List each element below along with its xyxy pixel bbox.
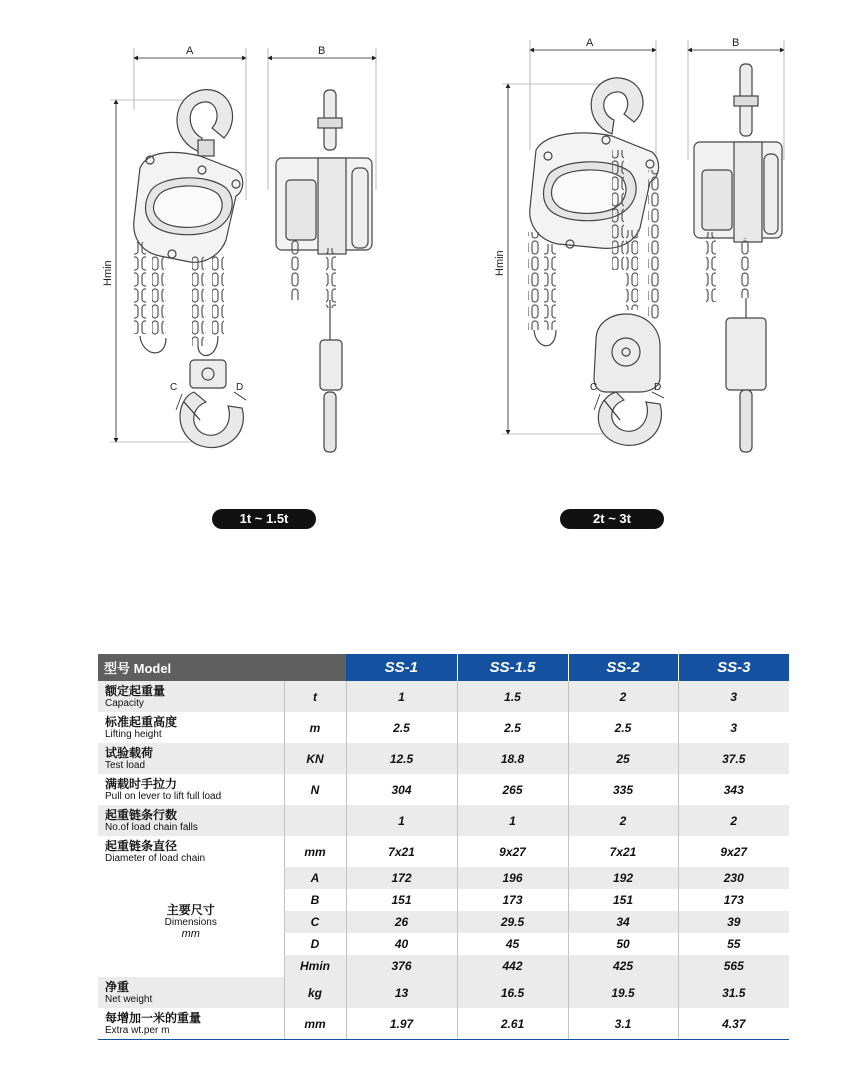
table-cell: 55	[678, 933, 789, 955]
table-cell: 2.61	[457, 1008, 568, 1040]
dim-label: A	[284, 867, 346, 889]
row-label	[98, 1008, 284, 1040]
dimensions-label-unit: mm	[181, 927, 200, 940]
table-cell: 173	[457, 889, 568, 911]
row-label-zh: 满载时手拉力	[105, 776, 178, 791]
large-dim-a-label: A	[586, 37, 594, 49]
table-row-net-weight	[98, 977, 789, 1008]
table-cell: 12.5	[346, 743, 457, 774]
table-cell: 425	[568, 955, 678, 977]
table-cell: 34	[568, 911, 678, 933]
row-label	[98, 681, 284, 712]
dimensions-label	[98, 867, 284, 977]
table-cell: 376	[346, 955, 457, 977]
row-label-en: Pull on lever to lift full load	[105, 790, 222, 802]
large-hoist-front-view	[502, 40, 664, 445]
row-label-en: Net weight	[105, 993, 153, 1005]
table-cell: 31.5	[678, 977, 789, 1008]
row-label-en: No.of load chain falls	[105, 821, 198, 833]
table-cell: 4.37	[678, 1008, 789, 1040]
row-label-zh: 额定起重量	[105, 683, 166, 698]
model-ss-2-header: SS-2	[568, 654, 678, 681]
dimensions-label-zh: 主要尺寸	[166, 902, 215, 917]
row-label-en: Test load	[105, 759, 146, 771]
table-cell: 172	[346, 867, 457, 889]
row-label	[98, 836, 284, 867]
row-label	[98, 712, 284, 743]
row-unit: kg	[284, 977, 346, 1008]
dim-label: B	[284, 889, 346, 911]
row-label	[98, 774, 284, 805]
table-cell: 151	[568, 889, 678, 911]
table-cell: 1	[346, 805, 457, 836]
row-label-en: Capacity	[105, 697, 144, 709]
hoist-drawings	[0, 0, 860, 480]
small-dim-d-label: D	[236, 382, 244, 393]
table-row-pull-force	[98, 774, 789, 805]
table-cell: 2.5	[457, 712, 568, 743]
table-cell: 2.5	[568, 712, 678, 743]
table-cell: 19.5	[568, 977, 678, 1008]
row-label-en: Lifting height	[105, 728, 162, 740]
row-label-en: Extra wt.per m	[105, 1024, 170, 1036]
table-cell: 2.5	[346, 712, 457, 743]
large-dim-b-label: B	[732, 37, 740, 49]
table-cell: 230	[678, 867, 789, 889]
table-cell: 1.97	[346, 1008, 457, 1040]
table-row-test-load	[98, 743, 789, 774]
row-label-zh: 起重链条直径	[105, 838, 178, 853]
dim-label: Hmin	[284, 955, 346, 977]
table-cell: 50	[568, 933, 678, 955]
table-cell: 26	[346, 911, 457, 933]
row-label-zh: 净重	[105, 979, 130, 994]
small-dim-h-label: Hmin	[102, 260, 114, 286]
table-cell: 442	[457, 955, 568, 977]
table-cell: 1.5	[457, 681, 568, 712]
table-cell: 3	[678, 681, 789, 712]
table-cell: 173	[678, 889, 789, 911]
small-hoist-front-view	[110, 48, 246, 448]
table-cell: 2	[568, 805, 678, 836]
row-label	[98, 977, 284, 1008]
table-cell: 7x21	[568, 836, 678, 867]
drawings-area	[0, 0, 860, 480]
table-cell: 196	[457, 867, 568, 889]
row-label	[98, 743, 284, 774]
table-cell: 13	[346, 977, 457, 1008]
large-hoist-side-view	[688, 40, 784, 452]
table-cell: 25	[568, 743, 678, 774]
table-cell: 39	[678, 911, 789, 933]
table-cell: 16.5	[457, 977, 568, 1008]
small-hoist-capacity-caption: 1t ~ 1.5t	[212, 509, 316, 529]
small-dim-a-label: A	[186, 45, 194, 57]
small-dim-c-label: C	[170, 382, 178, 393]
table-cell: 40	[346, 933, 457, 955]
specification-table	[98, 654, 789, 1040]
table-cell: 192	[568, 867, 678, 889]
row-label-en: Diameter of load chain	[105, 852, 206, 864]
model-ss-1-header: SS-1	[346, 654, 457, 681]
table-cell: 565	[678, 955, 789, 977]
row-unit: mm	[284, 836, 346, 867]
table-cell: 1	[346, 681, 457, 712]
row-unit: mm	[284, 1008, 346, 1040]
table-cell: 7x21	[346, 836, 457, 867]
table-cell: 18.8	[457, 743, 568, 774]
table-cell: 3	[678, 712, 789, 743]
row-label	[98, 805, 284, 836]
table-row-lifting-height	[98, 712, 789, 743]
table-row-extra-weight	[98, 1008, 789, 1040]
model-ss-3-header: SS-3	[678, 654, 789, 681]
table-cell: 45	[457, 933, 568, 955]
table-row-capacity	[98, 681, 789, 712]
table-cell: 265	[457, 774, 568, 805]
table-row-chain-diameter	[98, 836, 789, 867]
row-label-zh: 标准起重高度	[105, 714, 178, 729]
table-cell: 304	[346, 774, 457, 805]
row-label-zh: 试验载荷	[105, 745, 154, 760]
large-hoist-capacity-caption: 2t ~ 3t	[560, 509, 664, 529]
large-dim-h-label: Hmin	[494, 250, 506, 276]
table-row-dim-a	[98, 867, 789, 889]
row-unit: N	[284, 774, 346, 805]
row-unit	[284, 805, 346, 836]
table-cell: 37.5	[678, 743, 789, 774]
table-cell: 335	[568, 774, 678, 805]
small-hoist-side-view	[268, 48, 376, 452]
dimensions-label-en: Dimensions	[164, 916, 217, 928]
table-cell: 9x27	[678, 836, 789, 867]
small-dim-b-label: B	[318, 45, 326, 57]
model-ss-1-5-header: SS-1.5	[457, 654, 568, 681]
dim-label: D	[284, 933, 346, 955]
large-dim-c-label: C	[590, 382, 598, 393]
table-cell: 9x27	[457, 836, 568, 867]
row-label-zh: 起重链条行数	[105, 807, 178, 822]
table-cell: 3.1	[568, 1008, 678, 1040]
table-cell: 2	[678, 805, 789, 836]
row-unit: t	[284, 681, 346, 712]
table-row-chain-falls	[98, 805, 789, 836]
model-header-cell: 型号 Model	[98, 654, 346, 681]
table-header-row	[98, 654, 789, 681]
table-cell: 1	[457, 805, 568, 836]
large-dim-d-label: D	[654, 382, 662, 393]
dim-label: C	[284, 911, 346, 933]
table-cell: 2	[568, 681, 678, 712]
row-label-zh: 每增加一米的重量	[105, 1010, 202, 1025]
row-unit: m	[284, 712, 346, 743]
table-cell: 29.5	[457, 911, 568, 933]
row-unit: KN	[284, 743, 346, 774]
table-cell: 151	[346, 889, 457, 911]
table-cell: 343	[678, 774, 789, 805]
